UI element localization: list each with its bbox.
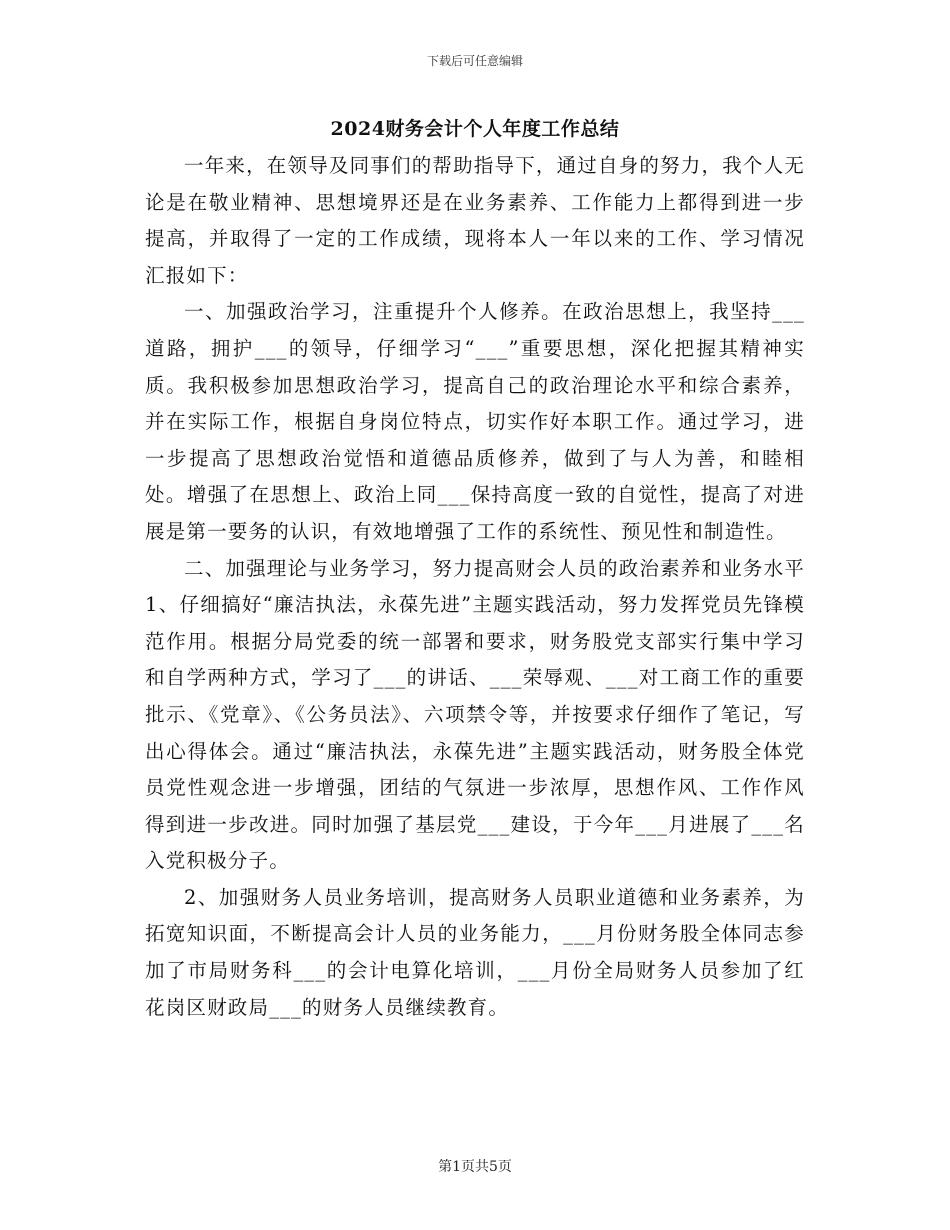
document-title: 2024财务会计个人年度工作总结 — [330, 118, 620, 140]
page-indicator: 第1页共5页 — [438, 1159, 512, 1175]
document-body — [145, 148, 805, 1026]
paragraph-intro: 一年来，在领导及同事们的帮助指导下，通过自身的努力，我个人无论是在敬业精神、思想境界还是在业务素养、工作能力上都得到进一步提高，并取得了一定的工作成绩，现将本人一年以来的工作、学习情况汇报如下： — [145, 154, 806, 287]
paragraph-training: 2、加强财务人员业务培训，提高财务人员职业道德和业务素养，为拓宽知识面，不断提高会计人员的业务能力，___月份财务股全体同志参加了市局财务科___的会计电算化培训，___月份全局财务人员参加了红花岗区财政局___的财务人员继续教育。 — [145, 885, 805, 1019]
header-note: 下载后可任意编辑 — [426, 54, 523, 68]
paragraph-theory-study: 二、加强理论与业务学习，努力提高财会人员的政治素养和业务水平1、仔细搞好“廉洁执法，永葆先进”主题实践活动，努力发挥党员先锋模范作用。根据分局党委的统一部署和要求，财务股党支部实行集中学习和自学两种方式，学习了___的讲话、___荣辱观、___对工商工作的重要批示、《党章》、《公务员法》、六项禁令等，并按要求仔细作了笔记，写出心得体会。通过“廉洁执法，永葆先进”主题实践活动，财务股全体党员党性观念进一步增强，团结的气氛进一步浓厚，思想作风、工作作风得到进一步改进。同时加强了基层党___建设，于今年___月进展了___名入党积极分子。 — [145, 556, 806, 873]
paragraph-political-study: 一、加强政治学习，注重提升个人修养。在政治思想上，我坚持___道路，拥护___的领导，仔细学习“___”重要思想，深化把握其精神实质。我积极参加思想政治学习，提高自己的政治理论水平和综合素养，并在实际工作，根据自身岗位特点，切实作好本职工作。通过学习，进一步提高了思想政治觉悟和道德品质修养，做到了与人为善，和睦相处。增强了在思想上、政治上同___保持高度一致的自觉性，提高了对进展是第一要务的认识，有效地增强了工作的系统性、预见性和制造性。 — [145, 300, 805, 543]
